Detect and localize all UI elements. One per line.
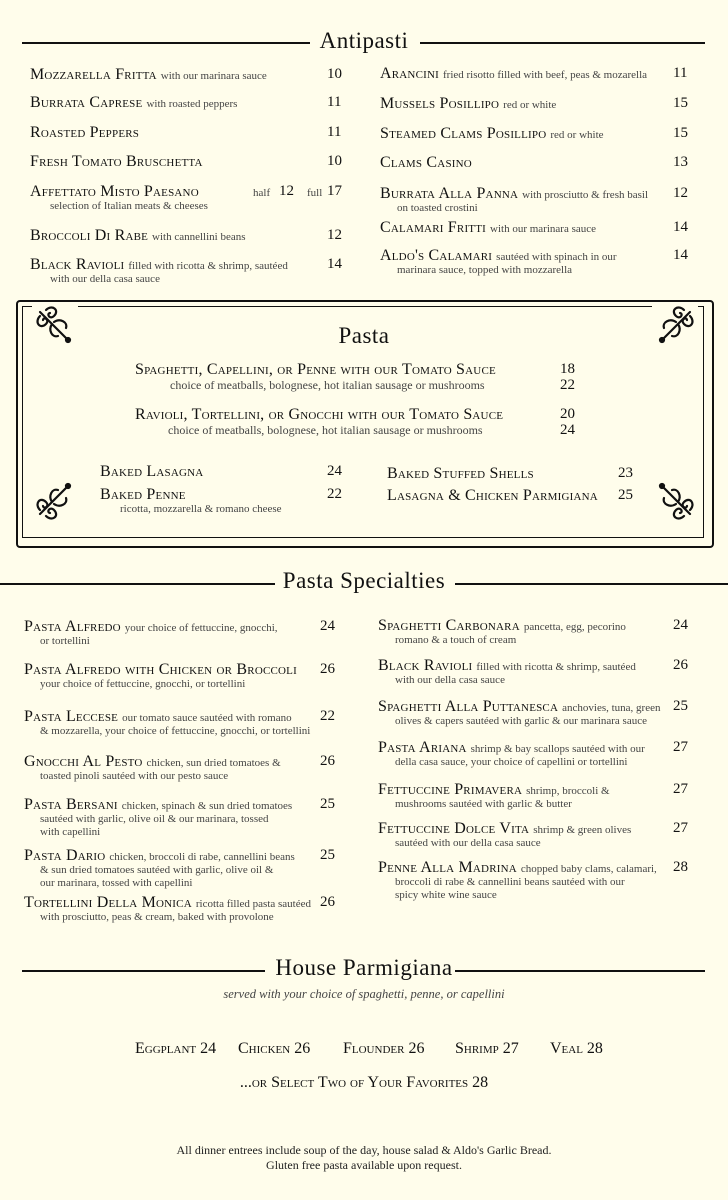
item-description: della casa sauce, your choice of capellini or tortellini — [395, 756, 628, 768]
section-title-house-parmigiana: House Parmigiana — [275, 955, 453, 980]
item-price: 18 — [560, 361, 575, 377]
item-name: Baked Lasagna — [100, 463, 204, 480]
parmigiana-subtitle: served with your choice of spaghetti, penne, or capellini — [223, 987, 505, 1001]
item-description: your choice of fettuccine, gnocchi, or tortellini — [40, 678, 246, 690]
half-price: 12 — [279, 183, 294, 199]
item-price: 25 — [320, 847, 335, 863]
item-price: 26 — [320, 661, 335, 677]
parmigiana-item: Chicken 26 — [238, 1040, 311, 1057]
item-name: Steamed Clams Posillipo — [380, 125, 547, 142]
item-price: 14 — [327, 256, 342, 272]
section-title-pasta: Pasta — [338, 323, 390, 348]
menu-item — [100, 463, 203, 481]
item-name: Affettato Misto Paesano — [30, 183, 199, 200]
item-price: 13 — [673, 154, 688, 170]
item-price: 14 — [673, 247, 688, 263]
item-name: Aldo's Calamari — [380, 247, 493, 264]
item-name: Ravioli, Tortellini, or Gnocchi with our Tomato Sauce — [135, 406, 504, 423]
menu-item — [378, 698, 660, 716]
item-description: choice of meatballs, bolognese, hot italian sausage or mushrooms — [168, 423, 483, 437]
item-name: Clams Casino — [380, 154, 472, 171]
menu-item — [378, 657, 636, 675]
item-name: Calamari Fritti — [380, 219, 487, 236]
item-name: Pasta Bersani — [24, 796, 118, 813]
divider — [455, 583, 728, 585]
item-description: red or white — [503, 99, 557, 111]
item-price: 11 — [673, 65, 688, 81]
menu-item — [30, 256, 288, 274]
item-name: Spaghetti Alla Puttanesca — [378, 698, 559, 715]
item-name: Pasta Dario — [24, 847, 106, 864]
item-description: olives & capers sautéed with garlic & our marinara sauce — [395, 715, 647, 727]
item-price: 15 — [673, 125, 688, 141]
item-name: Pasta Alfredo with Chicken or Broccoli — [24, 661, 297, 678]
item-description: with our marinara sauce — [490, 223, 596, 235]
item-price: 25 — [320, 796, 335, 812]
item-name: Burrata Alla Panna — [380, 185, 519, 202]
parmigiana-item: Eggplant 24 — [135, 1040, 217, 1057]
menu-item — [135, 406, 503, 424]
item-price-2: 22 — [560, 377, 575, 393]
item-name: Lasagna & Chicken Parmigiana — [387, 487, 598, 504]
fleur-ornament-icon — [32, 302, 78, 348]
item-price: 12 — [673, 185, 688, 201]
item-description: marinara sauce, topped with mozzarella — [397, 264, 573, 276]
menu-item — [100, 486, 186, 504]
item-price: 25 — [673, 698, 688, 714]
parmigiana-item: Veal 28 — [550, 1040, 603, 1057]
item-description: with prosciutto & fresh basil — [522, 189, 648, 201]
item-name: Roasted Peppers — [30, 124, 140, 141]
item-description: spicy white wine sauce — [395, 889, 497, 901]
item-description: with our della casa sauce — [395, 674, 505, 686]
item-description: with cannellini beans — [152, 231, 246, 243]
menu-item — [380, 65, 647, 83]
item-description: selection of Italian meats & cheeses — [50, 200, 208, 212]
item-name: Gnocchi Al Pesto — [24, 753, 143, 770]
item-name: Broccoli Di Rabe — [30, 227, 149, 244]
item-description: toasted pinoli sautéed with our pesto sauce — [40, 770, 229, 782]
menu-item — [30, 66, 267, 84]
item-price: 24 — [320, 618, 335, 634]
menu-item — [24, 708, 292, 726]
item-name: Penne Alla Madrina — [378, 859, 517, 876]
item-price: 24 — [327, 463, 342, 479]
item-name: Mussels Posillipo — [380, 95, 500, 112]
full-label: full — [307, 187, 323, 199]
item-price: 20 — [560, 406, 575, 422]
menu-item — [24, 796, 292, 814]
item-name: Pasta Leccese — [24, 708, 119, 725]
item-price: 23 — [618, 465, 633, 481]
item-description: our tomato sauce sautéed with romano — [122, 712, 292, 724]
menu-item — [30, 183, 199, 201]
item-description: sautéed with our della casa sauce — [395, 837, 541, 849]
item-description: fried risotto filled with beef, peas & mozarella — [443, 69, 648, 81]
item-description: with our della casa sauce — [50, 273, 160, 285]
item-name: Spaghetti Carbonara — [378, 617, 520, 634]
item-name: Mozzarella Fritta — [30, 66, 157, 83]
fleur-ornament-icon — [652, 478, 698, 524]
item-name: Arancini — [380, 65, 439, 82]
item-description: & sun dried tomatoes sautéed with garlic, olive oil & — [40, 864, 274, 876]
item-description: chicken, sun dried tomatoes & — [146, 757, 281, 769]
footer-note: All dinner entrees include soup of the day, house salad & Aldo's Garlic Bread. — [176, 1143, 552, 1157]
item-name: Fettuccine Dolce Vita — [378, 820, 530, 837]
item-description: with capellini — [40, 826, 101, 838]
item-name: Black Ravioli — [378, 657, 473, 674]
parmigiana-item: Flounder 26 — [343, 1040, 425, 1057]
item-price: 26 — [320, 753, 335, 769]
item-description: or tortellini — [40, 635, 90, 647]
item-description: ricotta filled pasta sautéed — [195, 898, 312, 910]
item-price-2: 24 — [560, 422, 575, 438]
item-description: broccoli di rabe & cannellini beans sautéed with our — [395, 876, 625, 888]
item-description: with roasted peppers — [146, 98, 238, 110]
item-price: 12 — [327, 227, 342, 243]
item-price: 27 — [673, 781, 688, 797]
menu-item — [387, 487, 598, 505]
item-price: 25 — [618, 487, 633, 503]
divider — [455, 970, 705, 972]
item-description: shrimp & green olives — [533, 824, 632, 836]
menu-item — [378, 781, 610, 799]
item-description: with prosciutto, peas & cream, baked with provolone — [40, 911, 274, 923]
item-description: shrimp & bay scallops sautéed with our — [470, 743, 645, 755]
menu-item — [378, 739, 645, 757]
item-description: romano & a touch of cream — [395, 634, 517, 646]
menu-item — [378, 820, 631, 838]
menu-item — [380, 185, 648, 203]
item-description: our marinara, tossed with capellini — [40, 877, 193, 889]
menu-item — [387, 465, 534, 483]
item-price: 14 — [673, 219, 688, 235]
item-description: filled with ricotta & shrimp, sautéed — [476, 661, 636, 673]
item-price: 17 — [327, 183, 342, 199]
menu-item — [24, 618, 278, 636]
divider — [420, 42, 705, 44]
item-price: 11 — [327, 94, 342, 110]
divider — [0, 583, 275, 585]
fleur-ornament-icon — [32, 478, 78, 524]
item-description: shrimp, broccoli & — [526, 785, 610, 797]
item-name: Baked Penne — [100, 486, 186, 503]
item-description: on toasted crostini — [397, 202, 478, 214]
menu-item — [30, 227, 246, 245]
item-price: 15 — [673, 95, 688, 111]
item-description: chopped baby clams, calamari, — [520, 863, 657, 875]
item-name: Black Ravioli — [30, 256, 125, 273]
menu-item — [378, 859, 657, 877]
item-name: Pasta Ariana — [378, 739, 467, 756]
menu-item — [378, 617, 626, 635]
menu-item — [24, 894, 311, 912]
item-price: 26 — [320, 894, 335, 910]
item-description: pancetta, egg, pecorino — [523, 621, 626, 633]
item-description: mushrooms sautéed with garlic & butter — [395, 798, 572, 810]
menu-item — [24, 661, 297, 679]
section-title-pasta-specialties: Pasta Specialties — [282, 568, 446, 593]
item-name: Spaghetti, Capellini, or Penne with our Tomato Sauce — [135, 361, 496, 378]
item-price: 24 — [673, 617, 688, 633]
item-price: 22 — [327, 486, 342, 502]
item-price: 28 — [673, 859, 688, 875]
item-name: Baked Stuffed Shells — [387, 465, 534, 482]
divider — [22, 42, 310, 44]
footer-note-gluten: Gluten free pasta available upon request. — [266, 1158, 462, 1172]
item-description: sautéed with spinach in our — [496, 251, 617, 263]
menu-item — [380, 154, 472, 172]
item-price: 26 — [673, 657, 688, 673]
item-name: Tortellini Della Monica — [24, 894, 192, 911]
menu-item — [380, 219, 596, 237]
divider — [22, 970, 265, 972]
item-price: 22 — [320, 708, 335, 724]
menu-item — [30, 124, 139, 142]
item-price: 10 — [327, 153, 342, 169]
item-description: red or white — [550, 129, 604, 141]
item-description: sautéed with garlic, olive oil & our marinara, tossed — [40, 813, 269, 825]
section-title-antipasti: Antipasti — [319, 28, 409, 53]
menu-item — [135, 361, 496, 379]
item-price: 27 — [673, 820, 688, 836]
menu-item — [380, 247, 617, 265]
item-price: 11 — [327, 124, 342, 140]
item-description: with our marinara sauce — [160, 70, 267, 82]
menu-item — [24, 753, 281, 771]
item-description: anchovies, tuna, green — [562, 702, 661, 714]
menu-item — [30, 153, 203, 171]
item-description: chicken, spinach & sun dried tomatoes — [121, 800, 293, 812]
item-description: & mozzarella, your choice of fettuccine, gnocchi, or tortellini — [40, 725, 311, 737]
parmigiana-item: Shrimp 27 — [455, 1040, 519, 1057]
fleur-ornament-icon — [652, 302, 698, 348]
parmigiana-combo: ...or Select Two of Your Favorites 28 — [239, 1074, 489, 1091]
item-price: 10 — [327, 66, 342, 82]
menu-item — [24, 847, 295, 865]
item-description: your choice of fettuccine, gnocchi, — [124, 622, 278, 634]
menu-item — [380, 95, 556, 113]
item-name: Fettuccine Primavera — [378, 781, 523, 798]
item-price: 27 — [673, 739, 688, 755]
item-description: filled with ricotta & shrimp, sautéed — [128, 260, 288, 272]
item-name: Fresh Tomato Bruschetta — [30, 153, 203, 170]
item-name: Burrata Caprese — [30, 94, 143, 111]
item-description: choice of meatballs, bolognese, hot italian sausage or mushrooms — [170, 378, 485, 392]
half-label: half — [253, 187, 271, 199]
item-name: Pasta Alfredo — [24, 618, 121, 635]
menu-item — [30, 94, 237, 112]
item-description: ricotta, mozzarella & romano cheese — [120, 503, 282, 515]
item-description: chicken, broccoli di rabe, cannellini beans — [109, 851, 295, 863]
menu-item — [380, 125, 604, 143]
